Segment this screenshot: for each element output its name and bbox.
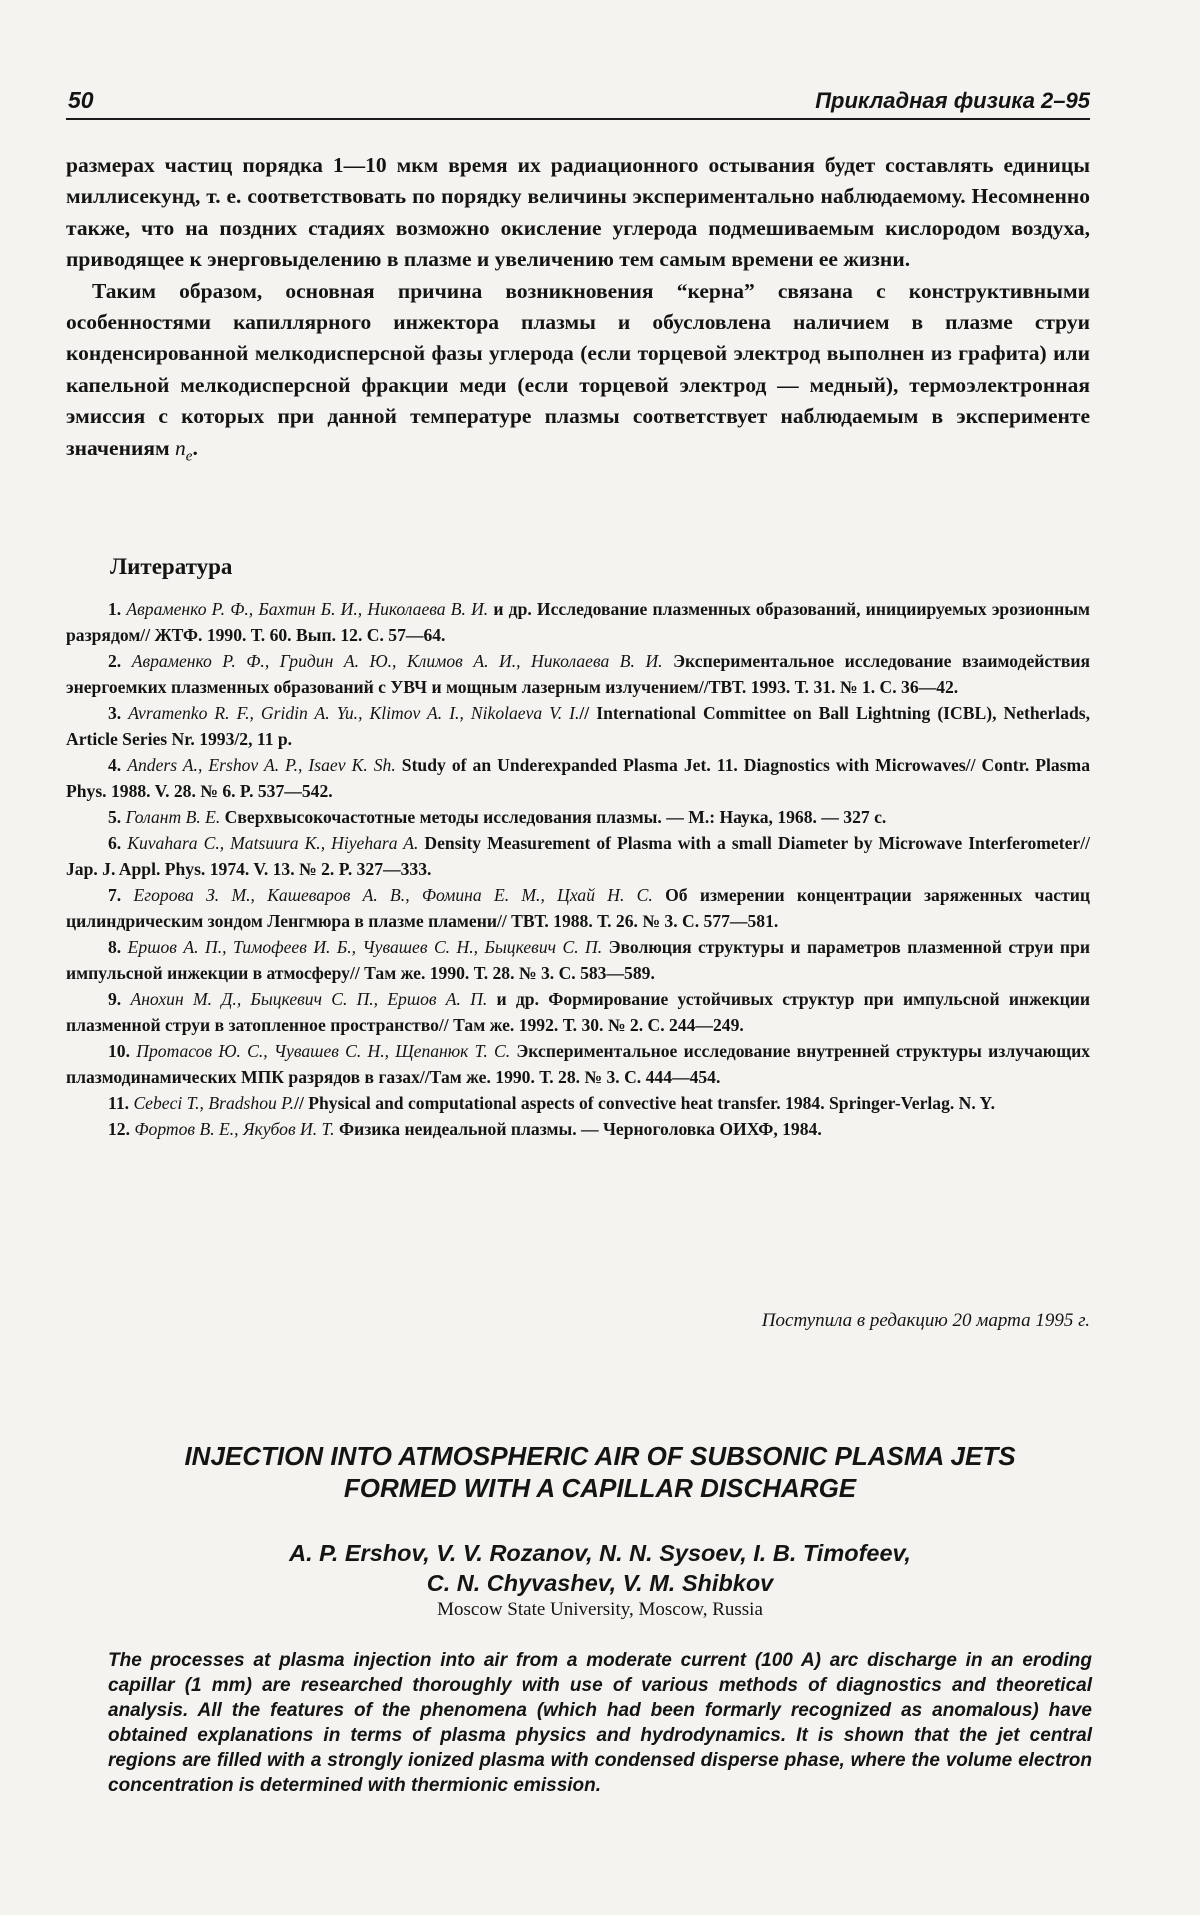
- paragraph-2: Таким образом, основная причина возникновения “керна” связана с конструктивными особенностями капиллярного инжектора плазмы и обусловлена наличием в плазме струи конденсированной мелкодисперсной фазы углерода (если торцевой электрод выполнен из графита) или капельной мелкодисперсной фракции меди (если торцевой электрод — медный), термоэлектронная эмиссия с которых при данной температуре плазмы соответствует наблюдаемым в эксперименте значениям $n_e$.: [66, 278, 1090, 464]
- reference-item: [66, 1038, 1090, 1090]
- electron-density-symbol: $n_e$: [175, 435, 193, 464]
- reference-number: 1.: [108, 599, 122, 619]
- reference-item: [66, 804, 1090, 830]
- reference-number: 4.: [108, 755, 122, 775]
- reference-text: Density Measurement of Plasma with a small Diameter by Microwave Interferometer// Jap. J. Appl. Phys. 1974. V. 13. № 2. P. 327—333.: [66, 833, 1090, 879]
- reference-authors: Авраменко Р. Ф., Гридин А. Ю., Климов А. И., Николаева В. И.: [131, 651, 663, 671]
- reference-number: 2.: [108, 651, 122, 671]
- reference-number: 6.: [108, 833, 122, 853]
- reference-number: 3.: [108, 703, 122, 723]
- abstract: The processes at plasma injection into air from a moderate current (100 A) arc discharge in an eroding capillar (1 mm) are researched thoroughly with use of various methods of diagnostics and theoretical analysis. All the features of the phenomena (which had been formarly recognized as anomalous) have obtained explanations in terms of plasma physics and hydrodynamics. It is shown that the jet central regions are filled with a strongly ionized plasma with condensed disperse phase, where the volume electron concentration is determined with thermionic emission.: [108, 1650, 1092, 1796]
- english-title: [66, 1440, 1134, 1504]
- reference-item: [66, 596, 1090, 648]
- reference-text: и др. Формирование устойчивых структур при импульсной инжекции плазменной струи в затопленное пространство// Там же. 1992. Т. 30. № 2. С. 244—249.: [66, 989, 1091, 1035]
- reference-number: 9.: [108, 989, 122, 1009]
- reference-text: Эволюция структуры и параметров плазменной струи при импульсной инжекции в атмосферу// Там же. 1990. Т. 28. № 3. С. 583—589.: [66, 937, 1090, 983]
- body-text: [66, 150, 1090, 472]
- reference-item: [66, 1116, 1090, 1142]
- paragraph-1: размерах частиц порядка 1—10 мкм время их радиационного остывания будет составлять единицы миллисекунд, т. е. соответствовать по порядку величины экспериментально наблюдаемому. Несомненно также, что на поздних стадиях возможно окисление углерода подмешиваемым кислородом воздуха, приводящее к энерговыделению в плазме и увеличению тем самым времени ее жизни.: [66, 153, 1090, 272]
- reference-text: Физика неидеальной плазмы. — Черноголовка ОИХФ, 1984.: [334, 1119, 822, 1139]
- english-title-line-2: FORMED WITH A CAPILLAR DISCHARGE: [343, 1473, 857, 1503]
- reference-list: [66, 596, 1090, 1142]
- reference-authors: Голант В. Е.: [125, 807, 221, 827]
- reference-authors: Avramenko R. F., Gridin A. Yu., Klimov A. I., Nikolaeva V. I.: [128, 703, 580, 723]
- reference-item: [66, 1090, 1090, 1116]
- reference-item: [66, 648, 1090, 700]
- reference-authors: Kuvahara C., Matsuura K., Hiyehara A.: [127, 833, 419, 853]
- journal-title: Прикладная физика 2–95: [815, 88, 1090, 113]
- reference-text: Об измерении концентрации заряженных частиц цилиндрическим зондом Ленгмюра в плазме пламени// ТВТ. 1988. Т. 26. № 3. С. 577—581.: [66, 885, 1091, 931]
- reference-text: Экспериментальное исследование взаимодействия энергоемких плазменных образований с УВЧ и мощным лазерным излучением//ТВТ. 1993. Т. 31. № 1. С. 36—42.: [66, 651, 1090, 697]
- reference-text: // Physical and computational aspects of convective heat transfer. 1984. Springer-Verlag. N. Y.: [294, 1093, 996, 1113]
- reference-authors: Протасов Ю. С., Чувашев С. Н., Щепанюк Т. С.: [136, 1041, 511, 1061]
- reference-item: [66, 700, 1090, 752]
- author-line-2: C. N. Chyvashev, V. M. Shibkov: [426, 1570, 774, 1596]
- reference-authors: Cebeci T., Bradshou P.: [133, 1093, 295, 1113]
- reference-authors: Ершов А. П., Тимофеев И. Б., Чувашев С. Н., Быцкевич С. П.: [127, 937, 603, 957]
- reference-number: 8.: [108, 937, 122, 957]
- page-number: 50: [68, 87, 94, 113]
- reference-text: и др. Исследование плазменных образований, инициируемых эрозионным разрядом// ЖТФ. 1990. Т. 60. Вып. 12. С. 57—64.: [66, 599, 1090, 645]
- reference-text: Study of an Underexpanded Plasma Jet. 11. Diagnostics with Microwaves// Contr. Plasma Phys. 1988. V. 28. № 6. P. 537—542.: [66, 755, 1090, 801]
- reference-number: 5.: [108, 807, 122, 827]
- received-date: Поступила в редакцию 20 марта 1995 г.: [761, 1310, 1090, 1331]
- reference-authors: Егорова З. М., Кашеваров А. В., Фомина Е. М., Цхай Н. С.: [133, 885, 653, 905]
- literature-heading: Литература: [110, 554, 233, 579]
- author-line-1: A. P. Ershov, V. V. Rozanov, N. N. Sysoev, I. B. Timofeev,: [289, 1540, 911, 1566]
- reference-item: [66, 986, 1090, 1038]
- reference-authors: Анохин М. Д., Быцкевич С. П., Ершов А. П.: [130, 989, 488, 1009]
- reference-item: [66, 752, 1090, 804]
- english-title-line-1: INJECTION INTO ATMOSPHERIC AIR OF SUBSONIC PLASMA JETS: [184, 1441, 1016, 1471]
- running-header: [66, 78, 1090, 120]
- reference-authors: Anders A., Ershov A. P., Isaev K. Sh.: [127, 755, 396, 775]
- reference-text: Сверхвысокочастотные методы исследования плазмы. — М.: Наука, 1968. — 327 с.: [220, 807, 887, 827]
- reference-text: Экспериментальное исследование внутренней структуры излучающих плазмодинамических МПК разрядов в газах//Там же. 1990. Т. 28. № 3. С. 444—454.: [66, 1041, 1090, 1087]
- reference-item: [66, 934, 1090, 986]
- affiliation: Moscow State University, Moscow, Russia: [437, 1599, 763, 1620]
- reference-number: 11.: [108, 1093, 130, 1113]
- reference-item: [66, 830, 1090, 882]
- reference-number: 12.: [108, 1119, 130, 1139]
- reference-number: 7.: [108, 885, 122, 905]
- author-list: [66, 1538, 1134, 1598]
- reference-text: // International Committee on Ball Lightning (ICBL), Netherlads, Article Series Nr. 1993/2, 11 p.: [66, 703, 1090, 749]
- reference-number: 10.: [108, 1041, 130, 1061]
- paragraph-2-text: Таким образом, основная причина возникновения “керна” связана с конструктивными особенностями капиллярного инжектора плазмы и обусловлена наличием в плазме струи конденсированной мелкодисперсной фазы углерода (если торцевой электрод выполнен из графита) или капельной мелкодисперсной фракции меди (если торцевой электрод — медный), термоэлектронная эмиссия с которых при данной температуре плазмы соответствует наблюдаемым в эксперименте значениям: [66, 278, 1090, 460]
- reference-item: [66, 882, 1090, 934]
- reference-authors: Авраменко Р. Ф., Бахтин Б. И., Николаева В. И.: [126, 599, 489, 619]
- reference-authors: Фортов В. Е., Якубов И. Т.: [134, 1119, 335, 1139]
